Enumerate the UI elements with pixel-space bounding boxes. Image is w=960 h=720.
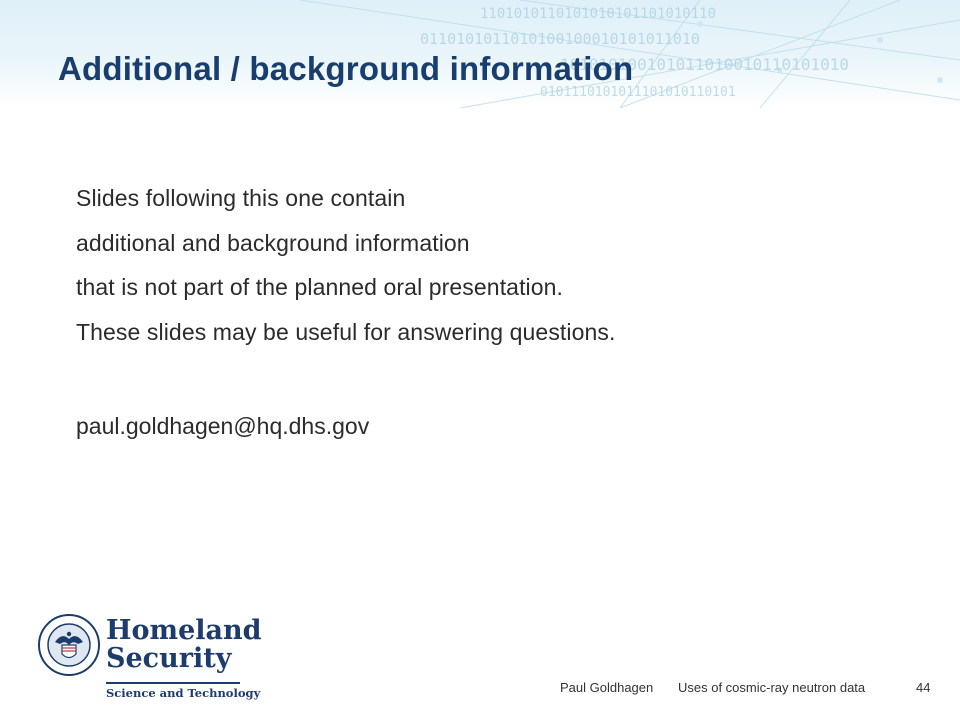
contact-email: paul.goldhagen@hq.dhs.gov	[76, 413, 370, 439]
logo-wordmark-homeland: Homeland	[106, 615, 262, 646]
dhs-logo	[38, 612, 262, 704]
binary-row: 0101110101011101010110101	[540, 85, 736, 100]
body-line: Slides following this one contain	[76, 185, 406, 211]
footer-page-number: 44	[916, 680, 931, 695]
body-text	[76, 182, 616, 360]
binary-row: 0110101011010100100010101011010	[420, 30, 700, 48]
slide-title: Additional / background information	[58, 50, 634, 87]
body-line: additional and background information	[76, 229, 470, 256]
binary-row: 101010100101011010010110101010	[560, 55, 849, 74]
footer-talk-title: Uses of cosmic-ray neutron data	[678, 680, 866, 695]
body-line: that is not part of the planned oral presentation.	[76, 274, 564, 300]
dhs-seal-icon	[38, 614, 100, 676]
binary-row: 1101010110101010101101010110	[480, 6, 717, 22]
body-line: These slides may be useful for answering questions.	[76, 318, 616, 345]
logo-subtitle: Science and Technology	[106, 686, 261, 700]
logo-wordmark-security: Security	[106, 643, 232, 674]
logo-divider	[106, 682, 240, 684]
footer-author: Paul Goldhagen	[560, 680, 654, 695]
